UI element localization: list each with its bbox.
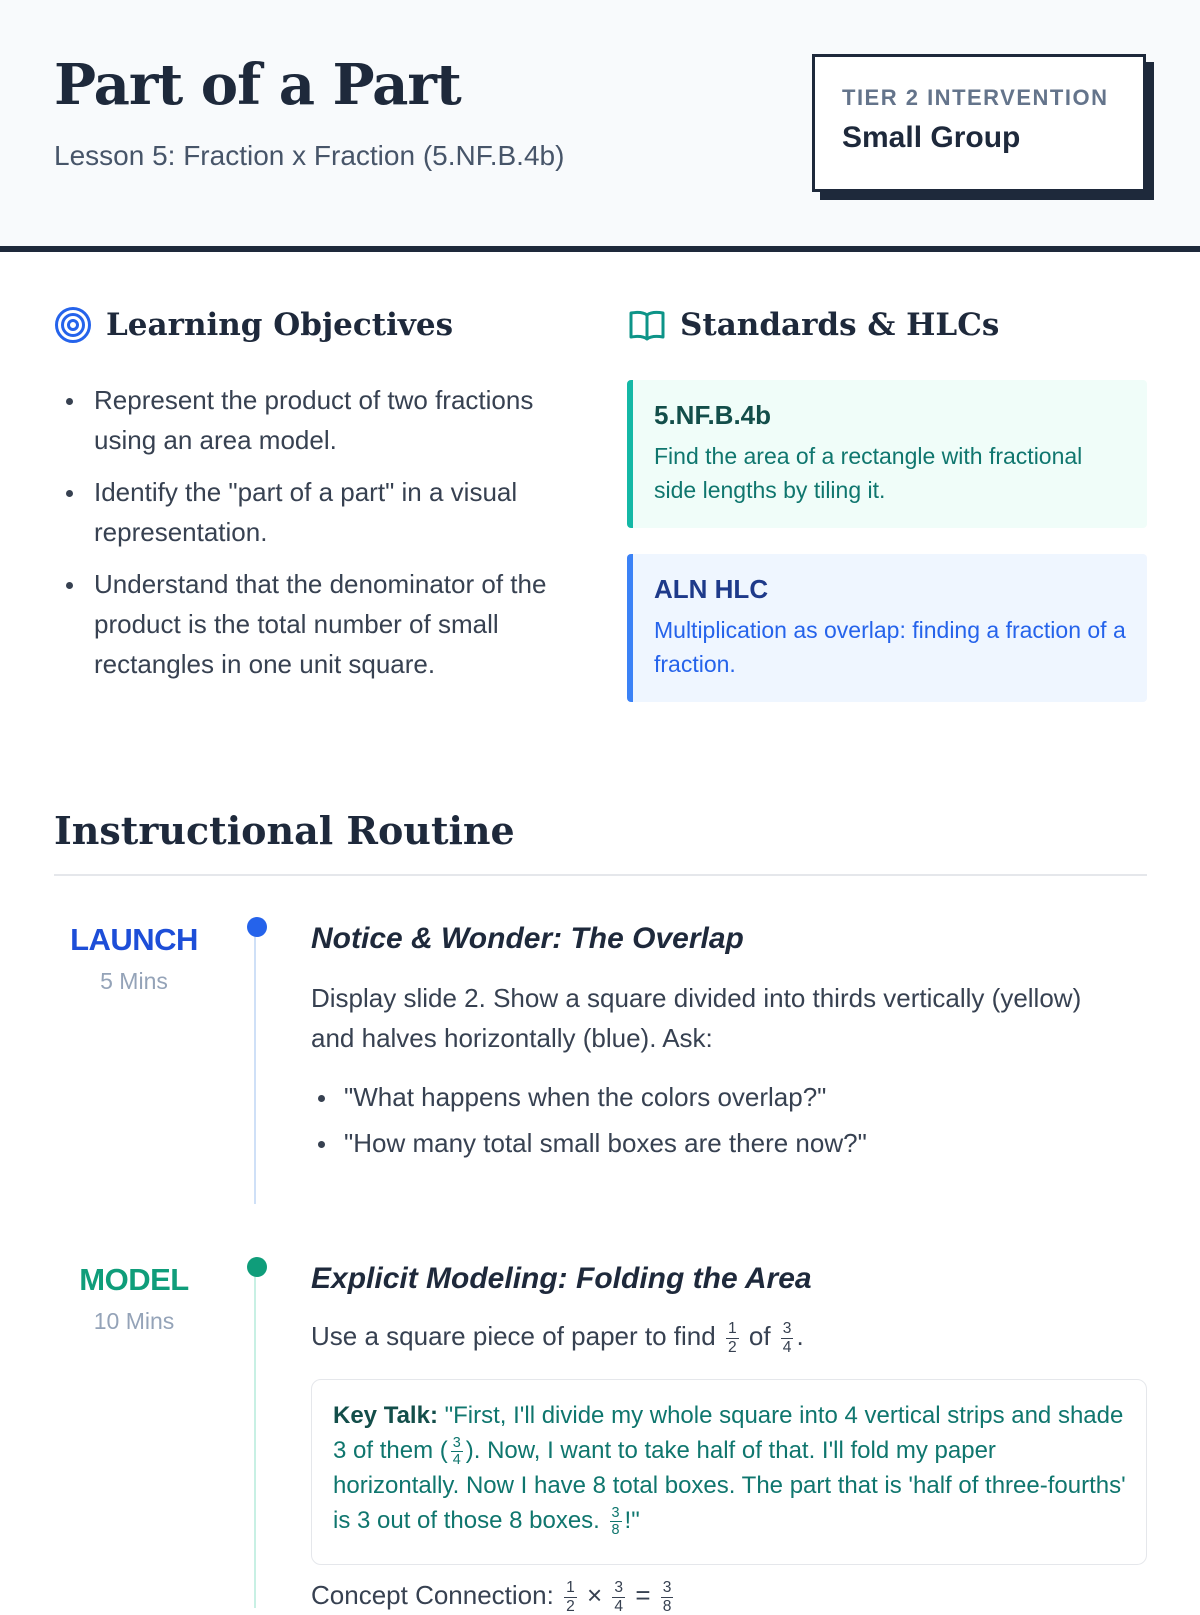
tier-label: TIER 2 INTERVENTION <box>842 85 1109 110</box>
key-talk-text: "First, I'll divide my whole square into 4 vertical strips and shade 3 of them ( <box>333 1402 1124 1464</box>
fraction-three-eighths <box>610 1506 622 1538</box>
standard-code: ALN HLC <box>654 574 769 604</box>
numerator: 3 <box>611 1504 620 1521</box>
denominator: 8 <box>611 1522 620 1539</box>
objectives-heading <box>54 306 453 344</box>
objectives-heading-label: Learning Objectives <box>106 307 454 343</box>
concept-label: Concept Connection: <box>311 1580 554 1610</box>
body-text: . <box>796 1321 804 1351</box>
numerator: 3 <box>662 1579 672 1597</box>
key-talk-label: Key Talk: <box>333 1402 438 1429</box>
numerator: 3 <box>452 1434 461 1451</box>
routine-heading: Instructional Routine <box>54 808 515 853</box>
objectives-list <box>66 380 586 696</box>
denominator: 2 <box>727 1338 737 1356</box>
equals-symbol: = <box>635 1580 651 1610</box>
key-talk-text: ). Now, I want to take half of that. I'll fold my paper horizontally. Now I have 8 total boxes. The part that is 'half of three-fourths' is 3 out of those 8 boxes. <box>333 1437 1126 1534</box>
denominator: 4 <box>782 1338 792 1356</box>
lesson-header <box>0 0 1200 252</box>
fraction-one-half <box>564 1580 577 1614</box>
list-item: Identify the "part of a part" in a visual representation. <box>66 472 586 552</box>
standard-code: 5.NF.B.4b <box>654 400 772 430</box>
denominator: 4 <box>452 1452 461 1469</box>
section-divider <box>54 874 1147 876</box>
timeline-dot <box>247 1257 267 1277</box>
numerator: 3 <box>614 1579 624 1597</box>
fraction-three-eighths <box>661 1580 674 1614</box>
standards-heading-label: Standards & HLCs <box>680 307 1000 343</box>
fraction-three-fourths <box>612 1580 625 1614</box>
lesson-subtitle: Lesson 5: Fraction x Fraction (5.NF.B.4b) <box>54 140 565 171</box>
phase-duration-model: 10 Mins <box>93 1308 175 1334</box>
page-title: Part of a Part <box>54 52 461 118</box>
book-icon <box>628 306 666 344</box>
tier-value: Small Group <box>842 121 1021 154</box>
list-item: "How many total small boxes are there now?" <box>316 1120 867 1166</box>
concept-connection <box>311 1580 676 1614</box>
model-step-body <box>311 1316 1131 1356</box>
body-text: Use a square piece of paper to find <box>311 1321 716 1351</box>
phase-label-model: MODEL <box>79 1262 189 1297</box>
denominator: 2 <box>566 1597 575 1615</box>
tier-badge <box>812 54 1146 192</box>
key-talk-text: !" <box>624 1507 640 1534</box>
numerator: 3 <box>782 1320 792 1338</box>
list-item: "What happens when the colors overlap?" <box>316 1074 867 1120</box>
numerator: 1 <box>727 1320 737 1338</box>
body-text: of <box>748 1321 771 1351</box>
standards-heading <box>628 306 999 344</box>
fraction-three-fourths <box>451 1436 463 1468</box>
timeline-line <box>254 1268 256 1608</box>
denominator: 4 <box>614 1597 624 1615</box>
timeline-dot <box>247 917 267 937</box>
list-item: Understand that the denominator of the product is the total number of small rectangles in one unit square. <box>66 564 586 684</box>
key-talk-box <box>311 1379 1147 1565</box>
list-item: Represent the product of two fractions using an area model. <box>66 380 586 460</box>
denominator: 8 <box>662 1597 672 1615</box>
phase-duration-launch: 5 Mins <box>100 968 168 994</box>
fraction-one-half <box>726 1321 739 1355</box>
launch-step-body: Display slide 2. Show a square divided into thirds vertically (yellow) and halves horizontally (blue). Ask: <box>311 983 1082 1053</box>
target-icon <box>54 306 92 344</box>
timeline-line <box>254 928 256 1204</box>
standard-description: Multiplication as overlap: finding a fraction of a fraction. <box>654 617 1126 677</box>
phase-label-launch: LAUNCH <box>70 922 198 957</box>
fraction-three-fourths <box>781 1321 794 1355</box>
launch-step-title: Notice & Wonder: The Overlap <box>311 922 744 955</box>
standard-card-aln-hlc <box>627 554 1147 702</box>
numerator: 1 <box>566 1579 575 1597</box>
launch-questions <box>316 1074 867 1166</box>
model-step-title: Explicit Modeling: Folding the Area <box>311 1262 812 1295</box>
standard-card-5nfb4b <box>627 380 1147 528</box>
standard-description: Find the area of a rectangle with fractional side lengths by tiling it. <box>654 443 1083 503</box>
times-symbol: × <box>586 1580 603 1610</box>
